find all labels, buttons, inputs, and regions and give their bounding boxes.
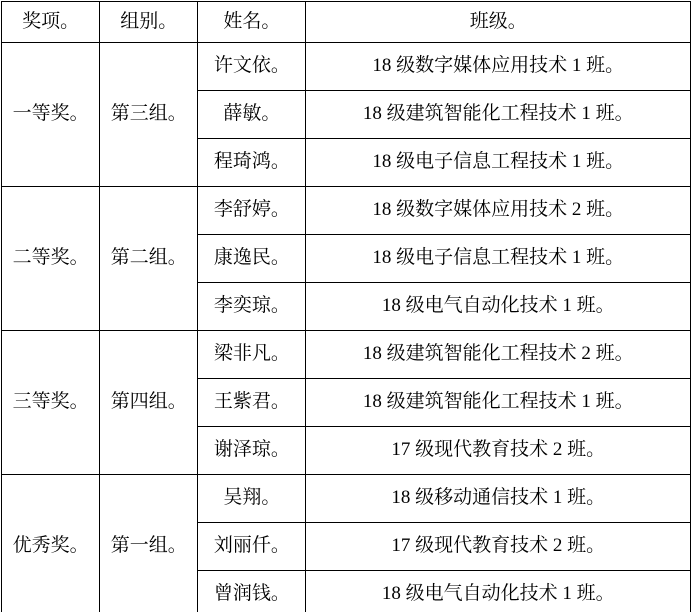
class-label: 18 级建筑智能化工程技术 1 班。	[362, 103, 634, 125]
table-body	[2, 43, 691, 612]
name-label: 许文依。	[213, 55, 290, 77]
class-cell	[306, 43, 691, 91]
column-header-group	[100, 2, 198, 43]
award-cell	[2, 331, 100, 475]
name-label: 康逸民。	[213, 247, 290, 269]
class-label: 18 级电气自动化技术 1 班。	[381, 583, 615, 605]
name-label: 李舒婷。	[213, 199, 290, 221]
table-row	[2, 475, 691, 523]
table-row	[2, 43, 691, 91]
name-label: 曾润钱。	[213, 583, 290, 605]
class-label: 18 级电子信息工程技术 1 班。	[372, 247, 625, 269]
class-label: 17 级现代教育技术 2 班。	[391, 439, 606, 461]
name-cell	[198, 187, 306, 235]
name-cell	[198, 475, 306, 523]
class-cell	[306, 427, 691, 475]
name-cell	[198, 43, 306, 91]
award-results-table	[1, 1, 691, 612]
class-label: 17 级现代教育技术 2 班。	[391, 535, 606, 557]
name-label: 薛敏。	[223, 103, 281, 125]
name-label: 吴翔。	[223, 487, 281, 509]
award-cell	[2, 43, 100, 187]
name-cell	[198, 91, 306, 139]
name-label: 梁非凡。	[213, 343, 290, 365]
name-cell	[198, 331, 306, 379]
column-header-class-label: 班级。	[469, 10, 527, 32]
column-header-group-label: 组别。	[120, 10, 178, 32]
class-cell	[306, 523, 691, 571]
class-label: 18 级数字媒体应用技术 1 班。	[372, 55, 625, 77]
class-label: 18 级建筑智能化工程技术 2 班。	[362, 343, 634, 365]
column-header-name-label: 姓名。	[223, 10, 281, 32]
award-cell	[2, 475, 100, 612]
group-label: 第三组。	[110, 103, 187, 125]
name-label: 程琦鸿。	[213, 151, 290, 173]
group-label: 第二组。	[110, 247, 187, 269]
class-cell	[306, 283, 691, 331]
name-cell	[198, 427, 306, 475]
name-label: 谢泽琼。	[213, 439, 290, 461]
name-cell	[198, 571, 306, 612]
class-label: 18 级建筑智能化工程技术 1 班。	[362, 391, 634, 413]
award-cell	[2, 187, 100, 331]
table-header-row	[2, 2, 691, 43]
column-header-name	[198, 2, 306, 43]
class-cell	[306, 571, 691, 612]
name-label: 李奕琼。	[213, 295, 290, 317]
class-cell	[306, 187, 691, 235]
name-cell	[198, 139, 306, 187]
class-cell	[306, 331, 691, 379]
award-label: 一等奖。	[12, 103, 89, 125]
name-cell	[198, 283, 306, 331]
class-cell	[306, 379, 691, 427]
column-header-class	[306, 2, 691, 43]
group-cell	[100, 43, 198, 187]
name-cell	[198, 523, 306, 571]
group-cell	[100, 475, 198, 612]
name-label: 刘丽仟。	[213, 535, 290, 557]
award-label: 三等奖。	[12, 391, 89, 413]
table-row	[2, 331, 691, 379]
class-cell	[306, 475, 691, 523]
class-cell	[306, 139, 691, 187]
group-cell	[100, 331, 198, 475]
name-label: 王紫君。	[213, 391, 290, 413]
class-label: 18 级电子信息工程技术 1 班。	[372, 151, 625, 173]
table-row	[2, 187, 691, 235]
group-cell	[100, 187, 198, 331]
group-label: 第四组。	[110, 391, 187, 413]
group-label: 第一组。	[110, 535, 187, 557]
name-cell	[198, 235, 306, 283]
class-label: 18 级电气自动化技术 1 班。	[381, 295, 615, 317]
award-label: 优秀奖。	[12, 535, 89, 557]
table-header	[2, 2, 691, 43]
class-cell	[306, 235, 691, 283]
class-label: 18 级移动通信技术 1 班。	[391, 487, 606, 509]
column-header-award-label: 奖项。	[22, 10, 80, 32]
award-label: 二等奖。	[12, 247, 89, 269]
name-cell	[198, 379, 306, 427]
column-header-award	[2, 2, 100, 43]
class-cell	[306, 91, 691, 139]
class-label: 18 级数字媒体应用技术 2 班。	[372, 199, 625, 221]
